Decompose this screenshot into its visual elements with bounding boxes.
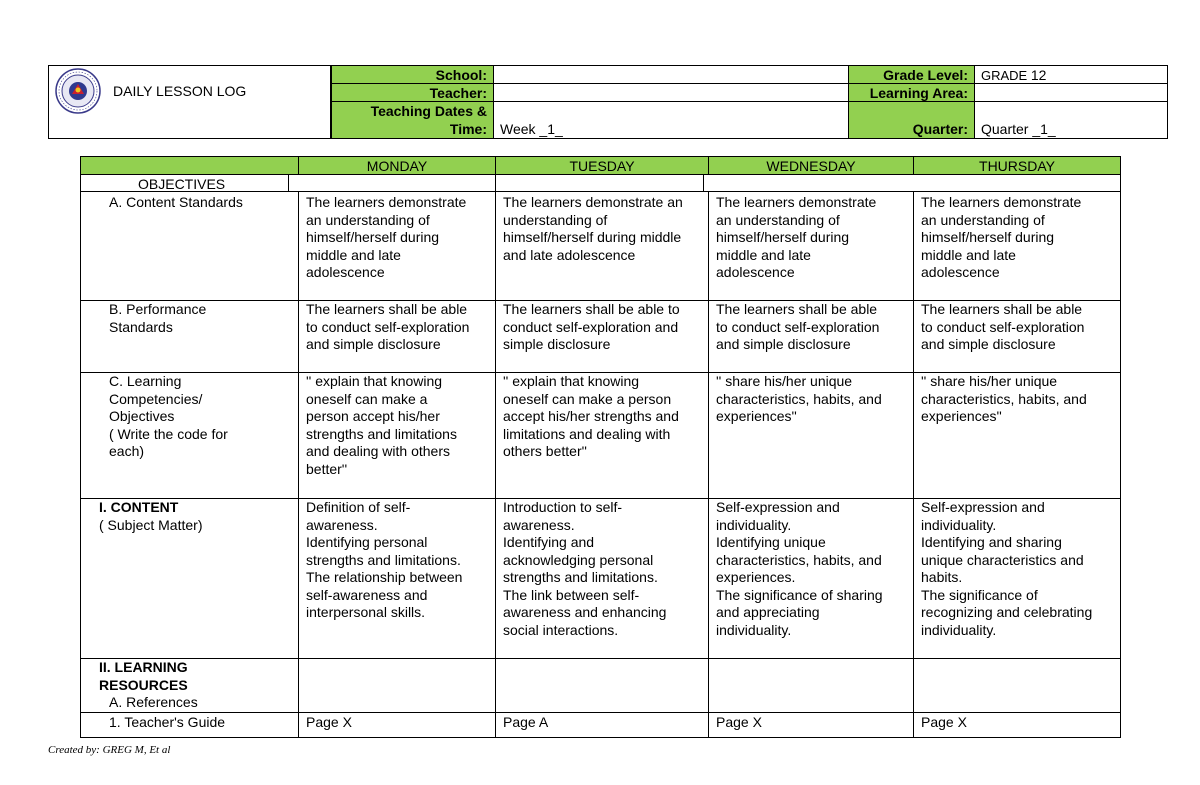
- learning-area-label: Learning Area:: [848, 83, 975, 102]
- day-header-monday: MONDAY: [298, 156, 496, 175]
- teaching-dates-label-line1: Teaching Dates &: [370, 103, 487, 119]
- references-label: A. References: [109, 694, 198, 710]
- performance-standards-wednesday: The learners shall be able to conduct self-exploration and simple disclosure: [708, 300, 914, 373]
- teaching-dates-value[interactable]: Week _1_: [493, 101, 849, 139]
- quarter-label: Quarter:: [848, 101, 975, 139]
- content-standards-wednesday: The learners demonstrate an understanding of himself/herself during middle and late adolescence: [708, 191, 914, 301]
- teachers-guide-monday: Page X: [298, 712, 496, 738]
- learning-resources-wednesday: [708, 658, 914, 713]
- learning-competencies-thursday: '' share his/her unique characteristics, habits, and experiences'': [913, 372, 1121, 499]
- grade-level-prefix: GRADE: [981, 68, 1031, 83]
- content-subheading: ( Subject Matter): [99, 516, 203, 533]
- row-label-learning-competencies: C. Learning Competencies/ Objectives ( Write the code for each): [80, 372, 299, 499]
- content-monday: Definition of self- awareness. Identifying personal strengths and limitations. The relationship between self-awareness and interpersonal skills.: [298, 498, 496, 659]
- content-standards-monday: The learners demonstrate an understanding of himself/herself during middle and late adolescence: [298, 191, 496, 301]
- teacher-label: Teacher:: [331, 83, 494, 102]
- performance-standards-monday: The learners shall be able to conduct self-exploration and simple disclosure: [298, 300, 496, 373]
- content-standards-thursday: The learners demonstrate an understanding of himself/herself during middle and late adolescence: [913, 191, 1121, 301]
- teachers-guide-tuesday: Page A: [495, 712, 709, 738]
- objectives-cell-2: [495, 174, 704, 192]
- grade-level-label: Grade Level:: [848, 65, 975, 84]
- learning-area-value[interactable]: [974, 83, 1168, 102]
- content-standards-tuesday: The learners demonstrate an understanding of himself/herself during middle and late adolescence: [495, 191, 709, 301]
- row-label-learning-resources: [80, 658, 299, 713]
- learning-resources-tuesday: [495, 658, 709, 713]
- learning-competencies-wednesday: '' share his/her unique characteristics, habits, and experiences'': [708, 372, 914, 499]
- content-heading: I. CONTENT: [99, 499, 179, 515]
- learning-resources-heading: II. LEARNING RESOURCES: [99, 659, 188, 693]
- teacher-value[interactable]: [493, 83, 849, 102]
- learning-competencies-tuesday: '' explain that knowing oneself can make a person accept his/her strengths and limitations and dealing with others better'': [495, 372, 709, 499]
- teaching-dates-label-line2: Time:: [449, 120, 487, 137]
- day-header-wednesday: WEDNESDAY: [708, 156, 914, 175]
- day-header-thursday: THURSDAY: [913, 156, 1121, 175]
- objectives-cell-1: [288, 174, 496, 192]
- footer-created-by: Created by: GREG M, Et al: [48, 744, 171, 756]
- row-label-content-standards: A. Content Standards: [80, 191, 299, 301]
- objectives-cell-3: [703, 174, 1121, 192]
- row-label-performance-standards: B. Performance Standards: [80, 300, 299, 373]
- performance-standards-tuesday: The learners shall be able to conduct self-exploration and simple disclosure: [495, 300, 709, 373]
- performance-standards-thursday: The learners shall be able to conduct self-exploration and simple disclosure: [913, 300, 1121, 373]
- content-thursday: Self-expression and individuality. Identifying and sharing unique characteristics and habits. The significance of recognizing and celebrating individuality.: [913, 498, 1121, 659]
- teachers-guide-thursday: Page X: [913, 712, 1121, 738]
- learning-resources-thursday: [913, 658, 1121, 713]
- learning-competencies-monday: '' explain that knowing oneself can make a person accept his/her strengths and limitations and dealing with others better'': [298, 372, 496, 499]
- deped-seal-icon: [55, 68, 101, 114]
- page-title: DAILY LESSON LOG: [113, 83, 247, 99]
- school-label: School:: [331, 65, 494, 84]
- day-header-corner: [80, 156, 299, 175]
- learning-resources-monday: [298, 658, 496, 713]
- teaching-dates-label-box: [331, 101, 494, 139]
- row-label-content: [80, 498, 299, 659]
- school-value[interactable]: [493, 65, 849, 84]
- row-label-teachers-guide: 1. Teacher's Guide: [80, 712, 299, 738]
- content-tuesday: Introduction to self- awareness. Identifying and acknowledging personal strengths and limitations. The link between self- awareness and enhancing social interactions.: [495, 498, 709, 659]
- teachers-guide-wednesday: Page X: [708, 712, 914, 738]
- content-wednesday: Self-expression and individuality. Identifying unique characteristics, habits, and experiences. The significance of sharing and appreciating individuality.: [708, 498, 914, 659]
- day-header-tuesday: TUESDAY: [495, 156, 709, 175]
- objectives-heading: OBJECTIVES: [80, 174, 289, 192]
- grade-level-number: 12: [1030, 67, 1047, 83]
- grade-level-value[interactable]: [974, 65, 1168, 84]
- quarter-value[interactable]: Quarter _1_: [974, 101, 1168, 139]
